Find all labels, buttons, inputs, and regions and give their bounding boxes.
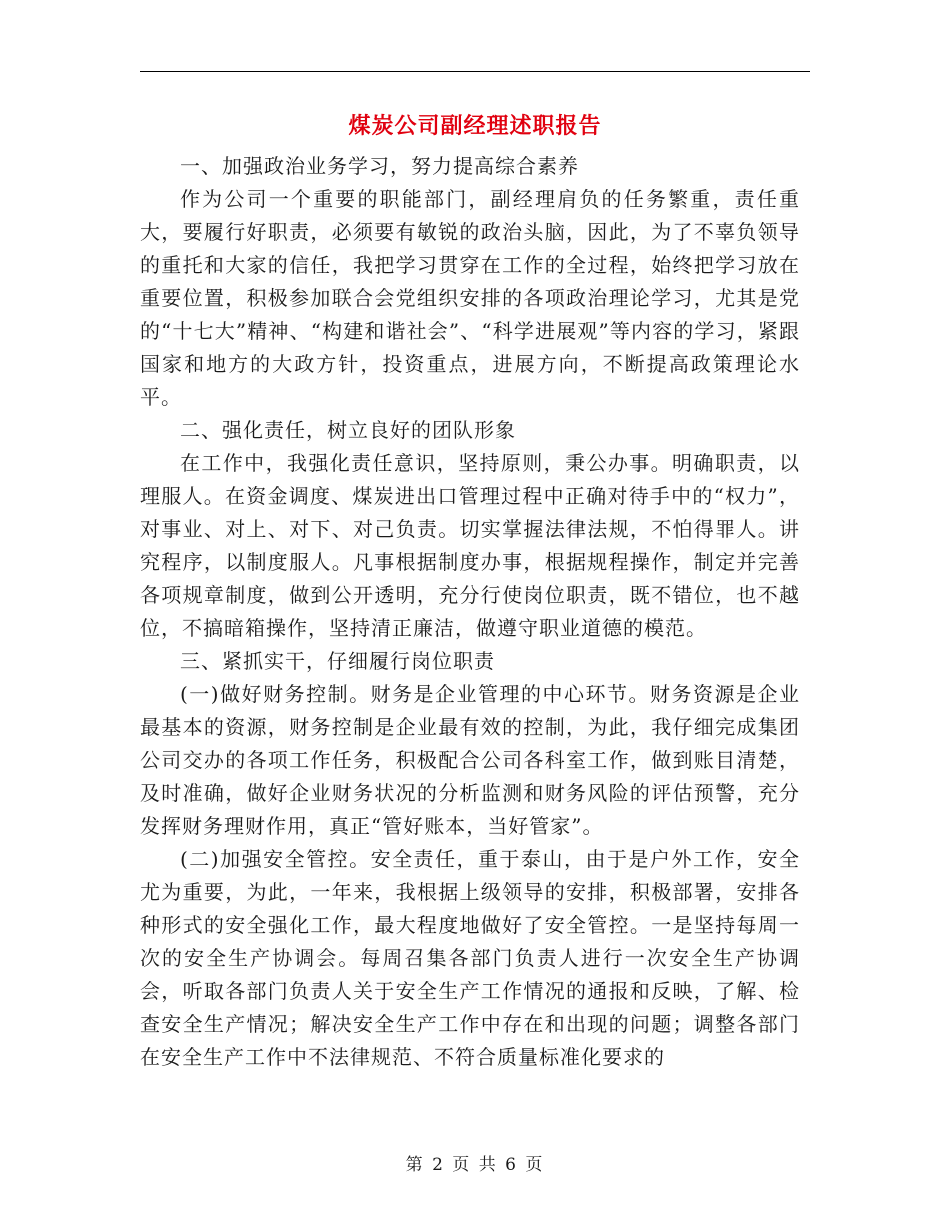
document-title: 煤炭公司副经理述职报告 [348,113,602,139]
section-heading-2: 二、强化责任，树立良好的团队形象 [180,418,516,442]
paragraph: 在工作中，我强化责任意识，坚持原则，秉公办事。明确职责，以理服人。在资金调度、煤炭进出口管理过程中正确对待手中的“权力”，对事业、对上、对下、对己负责。切实掌握法律法规，不怕得罪人。讲究程序，以制度服人。凡事根据制度办事，根据规程操作，制定并完善各项规章制度，做到公开透明，充分行使岗位职责，既不错位，也不越位，不搞暗箱操作，坚持清正廉洁，做遵守职业道德的模范。 [140,451,800,640]
document-body [140,150,800,1074]
page-number-footer: 第 2 页 共 6 页 [405,1155,545,1175]
header-rule [140,71,810,72]
section-heading-1: 一、加强政治业务学习，努力提高综合素养 [180,154,579,178]
paragraph: (一)做好财务控制。财务是企业管理的中心环节。财务资源是企业最基本的资源，财务控制是企业最有效的控制，为此，我仔细完成集团公司交办的各项工作任务，积极配合公司各科室工作，做到账目清楚，及时准确，做好企业财务状况的分析监测和财务风险的评估预警，充分发挥财务理财作用，真正“管好账本，当好管家”。 [140,682,800,838]
paragraph: (二)加强安全管控。安全责任，重于泰山，由于是户外工作，安全尤为重要，为此，一年来，我根据上级领导的安排，积极部署，安排各种形式的安全强化工作，最大程度地做好了安全管控。一是坚持每周一次的安全生产协调会。每周召集各部门负责人进行一次安全生产协调会，听取各部门负责人关于安全生产工作情况的通报和反映，了解、检查安全生产情况；解决安全生产工作中存在和出现的问题；调整各部门在安全生产工作中不法律规范、不符合质量标准化要求的 [140,847,800,1069]
paragraph: 作为公司一个重要的职能部门，副经理肩负的任务繁重，责任重大，要履行好职责，必须要有敏锐的政治头脑，因此，为了不辜负领导的重托和大家的信任，我把学习贯穿在工作的全过程，始终把学习放在重要位置，积极参加联合会党组织安排的各项政治理论学习，尤其是党的“十七大”精神、“构建和谐社会”、“科学进展观”等内容的学习，紧跟国家和地方的大政方针，投资重点，进展方向，不断提高政策理论水平。 [140,187,800,409]
section-heading-3: 三、紧抓实干，仔细履行岗位职责 [180,649,495,673]
